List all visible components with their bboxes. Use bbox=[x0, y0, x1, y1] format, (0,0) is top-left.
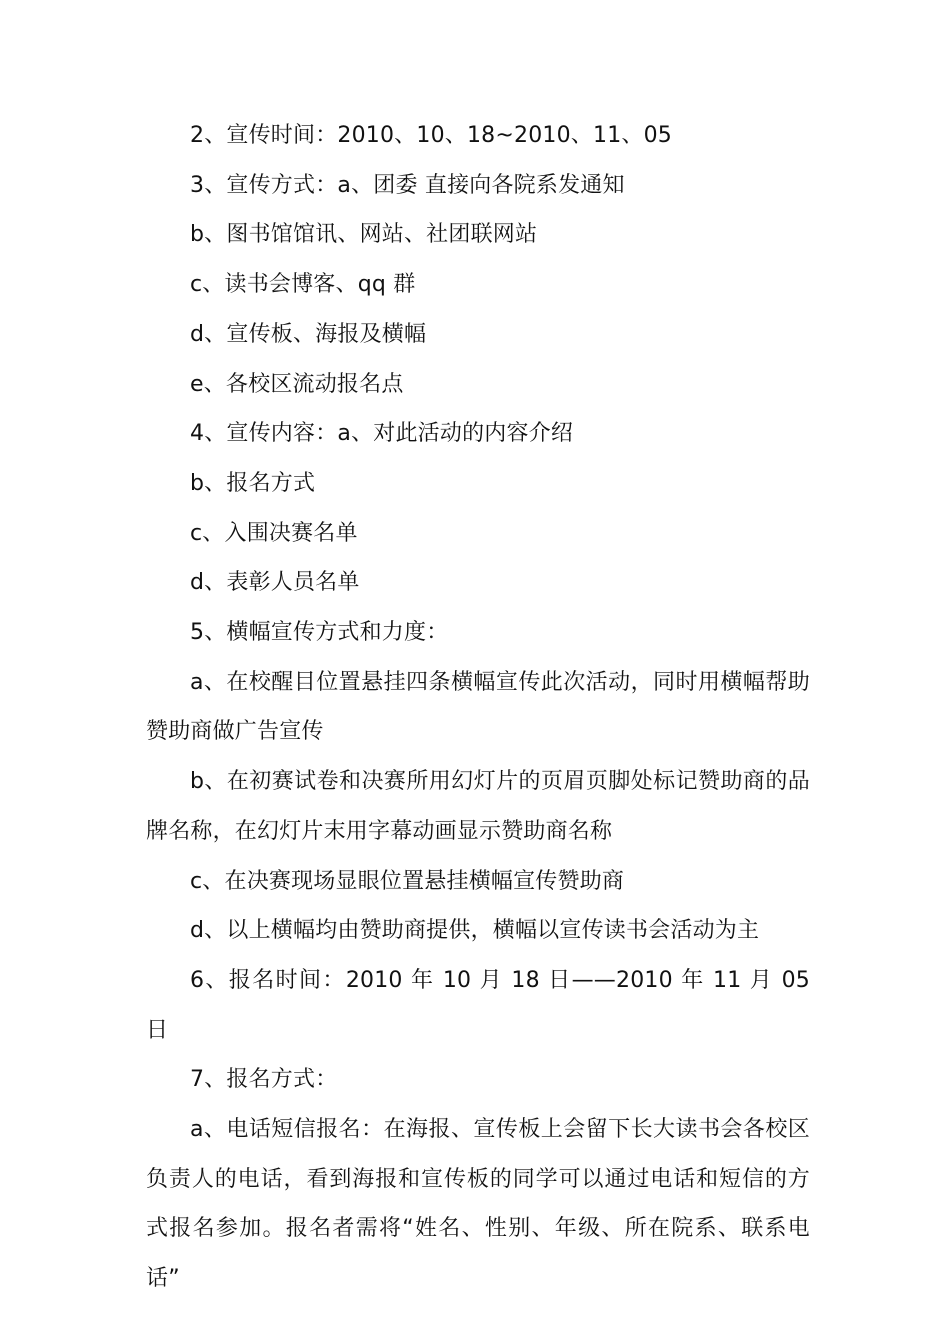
paragraph-banner-d: d、以上横幅均由赞助商提供，横幅以宣传读书会活动为主 bbox=[190, 918, 760, 944]
paragraph-registration-time: 6、报名时间：2010 年 10 月 18 日——2010 年 11 月 05 日 bbox=[146, 967, 810, 1043]
paragraph-publicity-method: 3、宣传方式：a、团委 直接向各院系发通知 bbox=[190, 172, 625, 198]
paragraph-method-d: d、宣传板、海报及横幅 bbox=[190, 321, 427, 347]
paragraph-banner-heading: 5、横幅宣传方式和力度： bbox=[190, 620, 449, 646]
paragraph-registration-method: 7、报名方式： bbox=[190, 1067, 338, 1093]
paragraph-method-e: e、各校区流动报名点 bbox=[190, 371, 404, 397]
paragraph-banner-a: a、在校醒目位置悬挂四条横幅宣传此次活动，同时用横幅帮助赞助商做广告宣传 bbox=[146, 669, 810, 745]
paragraph-banner-b: b、在初赛试卷和决赛所用幻灯片的页眉页脚处标记赞助商的品牌名称，在幻灯片末用字幕动画显示赞助商名称 bbox=[146, 769, 810, 844]
paragraph-method-c: c、读书会博客、qq 群 bbox=[190, 272, 416, 298]
paragraph-content-b: b、报名方式 bbox=[190, 470, 316, 496]
paragraph-publicity-content: 4、宣传内容：a、对此活动的内容介绍 bbox=[190, 421, 574, 447]
paragraph-banner-c: c、在决赛现场显眼位置悬挂横幅宣传赞助商 bbox=[190, 868, 625, 894]
document-body bbox=[146, 111, 810, 1304]
paragraph-content-d: d、表彰人员名单 bbox=[190, 570, 360, 596]
paragraph-method-b: b、图书馆馆讯、网站、社团联网站 bbox=[190, 222, 538, 248]
paragraph-publicity-time: 2、宣传时间：2010、10、18~2010、11、05 bbox=[190, 123, 672, 148]
paragraph-content-c: c、入围决赛名单 bbox=[190, 520, 358, 546]
paragraph-registration-a: a、电话短信报名：在海报、宣传板上会留下长大读书会各校区负责人的电话，看到海报和宣传板的同学可以通过电话和短信的方式报名参加。报名者需将“姓名、性别、年级、所在院系、联系电话” bbox=[146, 1117, 810, 1292]
